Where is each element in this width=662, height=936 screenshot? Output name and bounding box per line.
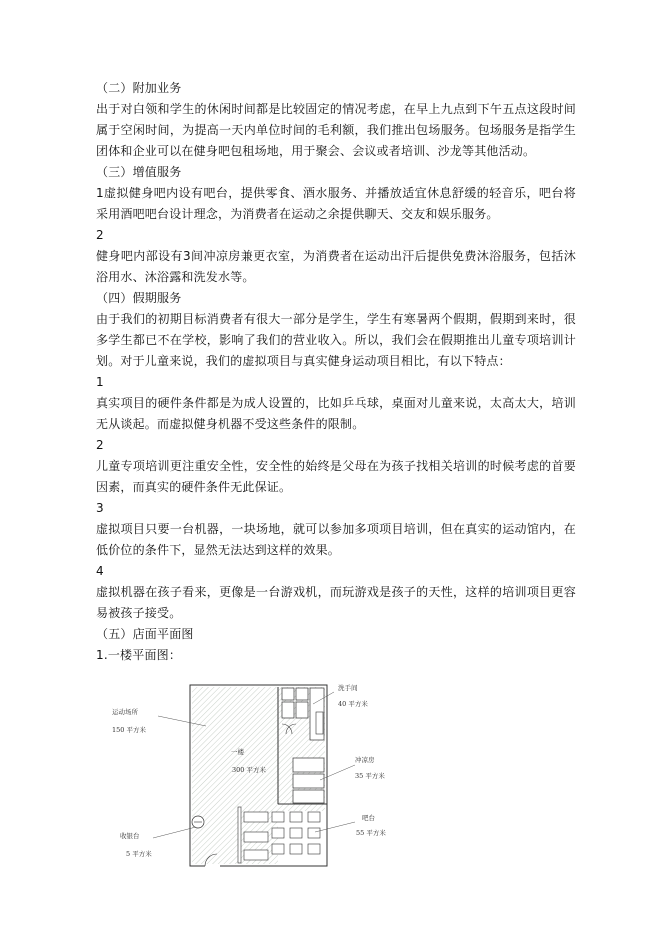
bar-label: 吧台 xyxy=(362,814,375,822)
item-number: 1 xyxy=(96,375,104,389)
shower-size: 35 平方米 xyxy=(355,772,385,780)
shower-room xyxy=(293,774,324,788)
floor-size: 300 平方米 xyxy=(232,766,266,774)
floor-plan-figure xyxy=(110,672,420,882)
paragraph: 出于对白领和学生的休闲时间都是比较固定的情况考虑，在早上九点到下午五点这段时间属于空闲时间，为提高一天内单位时间的毛利额，我们推出包场服务。包场服务是指学生团体和企业可以在健身吧包租场地，用于聚会、会议或者培训、沙龙等其他活动。 xyxy=(96,102,576,158)
washroom-stall xyxy=(282,688,294,700)
cashier-label: 收银台 xyxy=(120,832,140,840)
paragraph: 虚拟项目只要一台机器，一块场地，就可以参加多项项目培训，但在真实的运动馆内，在低价位的条件下，显然无法达到这样的效果。 xyxy=(96,522,576,557)
urinal-row xyxy=(316,712,323,734)
item-number: 2 xyxy=(96,438,104,452)
washroom-stall xyxy=(296,702,308,718)
item-number: 4 xyxy=(96,564,104,578)
shower-label: 冲凉房 xyxy=(355,756,375,764)
shower-room xyxy=(293,790,324,803)
section-heading: （二）附加业务 xyxy=(96,81,182,95)
paragraph: 儿童专项培训更注重安全性，安全性的始终是父母在为孩子找相关培训的时候考虑的首要因素，而真实的硬件条件无此保证。 xyxy=(96,459,576,494)
document-body xyxy=(96,78,576,666)
shower-room xyxy=(293,758,324,772)
washroom-label: 洗手间 xyxy=(338,684,358,692)
section-heading: （三）增值服务 xyxy=(96,165,182,179)
item-number: 3 xyxy=(96,501,104,515)
bar-size: 55 平方米 xyxy=(356,829,386,837)
section-heading: （五）店面平面图 xyxy=(96,627,194,641)
paragraph: 由于我们的初期目标消费者有很大一部分是学生，学生有寒暑两个假期，假期到来时，很多学生都已不在学校，影响了我们的营业收入。所以，我们会在假期推出儿童专项培训计划。对于儿童来说，我们的虚拟项目与真实健身运动项目相比，有以下特点： xyxy=(96,312,576,368)
paragraph: 虚拟机器在孩子看来，更像是一台游戏机，而玩游戏是孩子的天性，这样的培训项目更容易被孩子接受。 xyxy=(96,585,576,620)
floor-label: 一楼 xyxy=(231,748,244,756)
washroom-size: 40 平方米 xyxy=(338,700,368,708)
paragraph: 1.一楼平面图： xyxy=(96,648,182,662)
cashier-size: 5 平方米 xyxy=(126,850,152,858)
paragraph: 健身吧内部设有3间冲凉房兼更衣室，为消费者在运动出汗后提供免费沐浴服务，包括沐浴用水、沐浴露和洗发水等。 xyxy=(96,249,576,284)
washroom-stall xyxy=(296,688,308,700)
paragraph: 真实项目的硬件条件都是为成人设置的，比如乒乓球，桌面对儿童来说，太高太大，培训无从谈起。而虚拟健身机器不受这些条件的限制。 xyxy=(96,396,576,431)
section-heading: （四）假期服务 xyxy=(96,291,182,305)
item-number: 2 xyxy=(96,228,104,242)
washroom-stall xyxy=(282,702,294,718)
floor-plan-drawing xyxy=(110,672,420,882)
sports-area-size: 150 平方米 xyxy=(112,726,146,734)
paragraph: 1虚拟健身吧内设有吧台，提供零食、酒水服务、并播放适宜休息舒缓的轻音乐，吧台将采用酒吧吧台设计理念，为消费者在运动之余提供聊天、交友和娱乐服务。 xyxy=(96,186,576,221)
sports-area-label: 运动场所 xyxy=(112,708,138,716)
